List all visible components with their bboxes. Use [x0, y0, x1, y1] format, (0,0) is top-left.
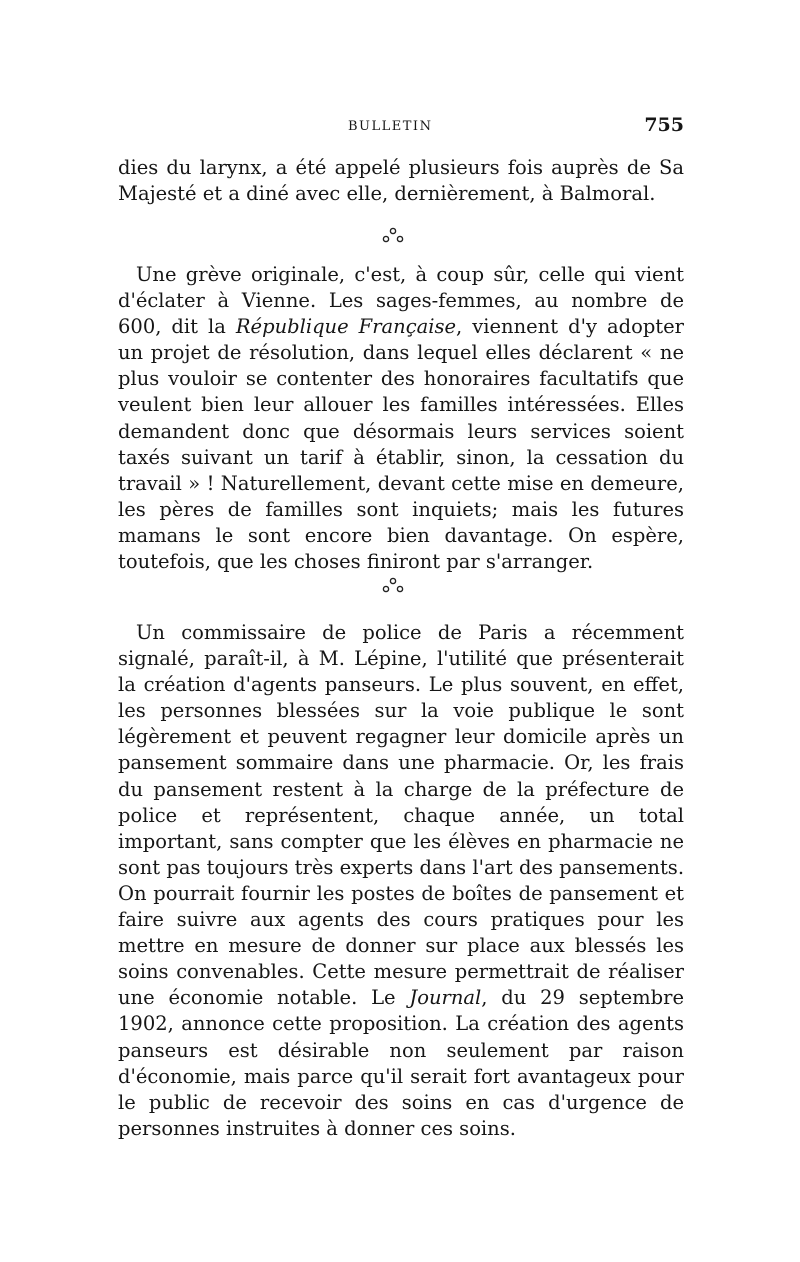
paragraph-text: Une grève originale, c'est, à coup sûr, celle qui vient d'éclater à Vienne. Les sages-femmes, au nombre de 600, dit la [118, 263, 684, 339]
paragraph-text: , du 29 septembre 1902, annonce cette proposition. La création des agents panseurs est désirable non seulement par raison d'économie, mais parce qu'il serait fort avantageux pour le public de recevoir des soins en cas d'urgence de personnes instruites à donner ces soins. [118, 986, 685, 1140]
paragraph-police [118, 620, 684, 1142]
paragraph-continuation [118, 155, 684, 207]
paragraph-text: dies du larynx, a été appelé plusieurs fois auprès de Sa Majesté et a diné avec elle, dernièrement, à Balmoral. [118, 156, 684, 206]
newspaper-title: Journal [409, 986, 482, 1010]
asterism-divider-icon [373, 225, 413, 249]
running-head: BULLETIN [348, 119, 433, 134]
paragraph-text: , viennent d'y adopter un projet de résolution, dans lequel elles déclarent « ne plus vouloir se contenter des honoraires facultatifs que veulent bien leur allouer les familles intéressées. Elles demandent donc que désormais leurs services soient taxés suivant un tarif à établir, sinon, la cessation du travail » ! Naturellement, devant cette mise en demeure, les pères de familles sont inquiets; mais les futures mamans le sont encore bien davantage. On espère, toutefois, que les choses finiront par s'arranger. [118, 315, 684, 574]
asterism-divider-icon [373, 575, 413, 599]
paragraph-strike [118, 262, 684, 575]
paragraph-text: Un commissaire de police de Paris a récemment signalé, paraît-il, à M. Lépine, l'utilité que présenterait la création d'agents panseurs. Le plus souvent, en effet, les personnes blessées sur la voie publique le sont légèrement et peuvent regagner leur domicile après un pansement sommaire dans une pharmacie. Or, les frais du pansement restent à la charge de la préfecture de police et représentent, chaque année, un total important, sans compter que les élèves en pharmacie ne sont pas toujours très experts dans l'art des pansements. On pourrait fournir les postes de boîtes de pansement et faire suivre aux agents des cours pratiques pour les mettre en mesure de donner sur place aux blessés les soins convenables. Cette mesure permettrait de réaliser une économie notable. Le [118, 621, 685, 1010]
page-header [118, 114, 684, 141]
newspaper-title: République Française [235, 315, 457, 339]
page-number: 755 [644, 114, 684, 136]
